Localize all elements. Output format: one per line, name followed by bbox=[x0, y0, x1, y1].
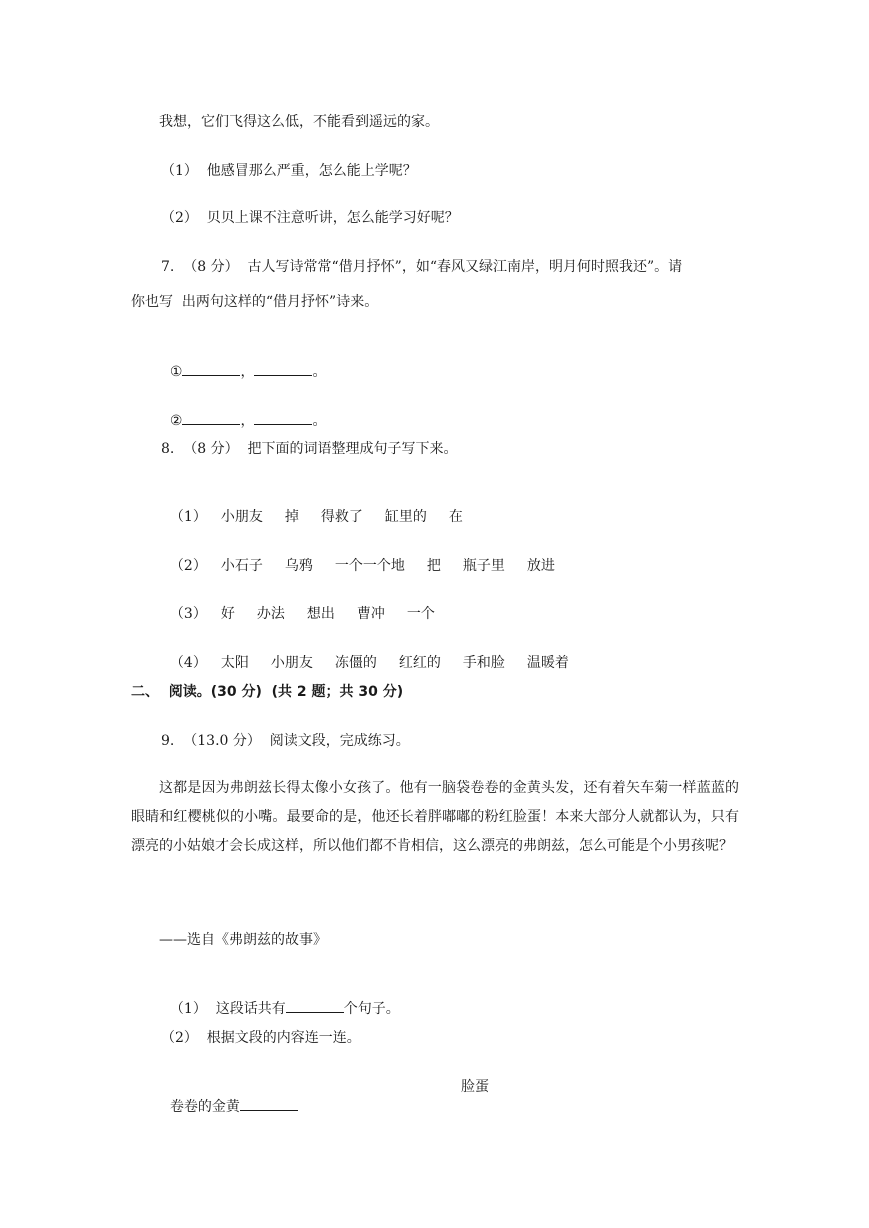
q9-sub-question-1 bbox=[161, 979, 400, 1019]
word: 瓶子里 bbox=[462, 558, 505, 574]
answer-1-marker: ① bbox=[169, 364, 183, 380]
q8-item-3 bbox=[161, 584, 457, 624]
q6-sentence-1: （1） 他感冒那么严重，怎么能上学呢？ bbox=[161, 163, 417, 179]
match-right-item: 脸蛋 bbox=[461, 1079, 489, 1095]
word: 小朋友 bbox=[220, 509, 263, 525]
word: 把 bbox=[426, 558, 441, 574]
q8-item-4 bbox=[161, 633, 591, 673]
word: 乌鸦 bbox=[284, 558, 313, 574]
item-number: （1） bbox=[169, 509, 207, 525]
q7-question-line-1: 7. （8 分） 古人写诗常常“借月抒怀”，如“春风又绿江南岸，明月何时照我还”。请 bbox=[161, 259, 683, 275]
item-number: （2） bbox=[169, 558, 207, 574]
word: 一个 bbox=[406, 606, 435, 622]
q8-title: 8. （8 分） 把下面的词语整理成句子写下来。 bbox=[161, 441, 458, 457]
word: 红红的 bbox=[398, 655, 441, 671]
word: 一个一个地 bbox=[334, 558, 405, 574]
word: 小朋友 bbox=[270, 655, 313, 671]
word: 掉 bbox=[284, 509, 299, 525]
q6-sentence-2: （2） 贝贝上课不注意听讲，怎么能学习好呢？ bbox=[161, 210, 459, 226]
q9-title: 9. （13.0 分） 阅读文段，完成练习。 bbox=[161, 733, 410, 749]
period: 。 bbox=[312, 413, 327, 429]
q7-answer-1 bbox=[161, 342, 326, 382]
word: 温暖着 bbox=[526, 655, 569, 671]
q9-passage: 这都是因为弗朗兹长得太像小女孩了。他有一脑袋卷卷的金黄头发，还有着矢车菊一样蓝蓝的眼睛和红樱桃似的小嘴。最要命的是，他还长着胖嘟嘟的粉红脸蛋！本来大部分人就都认为，只有漂亮的小姑娘才会长成这样，所以他们都不肯相信，这么漂亮的弗朗兹，怎么可能是个小男孩呢？ bbox=[131, 780, 739, 854]
item-number: （3） bbox=[169, 606, 207, 622]
section-2-heading: 二、 阅读。(30 分) (共 2 题；共 30 分) bbox=[131, 684, 404, 700]
word: 放进 bbox=[526, 558, 555, 574]
answer-blank[interactable] bbox=[182, 363, 240, 376]
word: 小石子 bbox=[220, 558, 263, 574]
word: 办法 bbox=[256, 606, 285, 622]
q9-source: ——选自《弗朗兹的故事》 bbox=[159, 932, 327, 948]
item-number: （4） bbox=[169, 655, 207, 671]
answer-blank[interactable] bbox=[254, 363, 312, 376]
q9-sub-question-2: （2） 根据文段的内容连一连。 bbox=[161, 1030, 361, 1046]
period: 。 bbox=[312, 364, 327, 380]
answer-2-marker: ② bbox=[169, 413, 183, 429]
word: 想出 bbox=[306, 606, 335, 622]
word: 手和脸 bbox=[462, 655, 505, 671]
q8-item-1 bbox=[161, 487, 485, 527]
q7-question-line-2: 你也写 出两句这样的“借月抒怀”诗来。 bbox=[131, 294, 379, 310]
answer-blank[interactable] bbox=[240, 1098, 298, 1111]
q7-answer-2 bbox=[161, 391, 326, 431]
comma: ， bbox=[240, 364, 255, 380]
word: 得救了 bbox=[320, 509, 363, 525]
answer-blank[interactable] bbox=[286, 1000, 344, 1013]
answer-blank[interactable] bbox=[182, 412, 240, 425]
word: 曹冲 bbox=[356, 606, 385, 622]
q8-item-2 bbox=[161, 536, 577, 576]
word: 太阳 bbox=[220, 655, 249, 671]
word: 好 bbox=[220, 606, 235, 622]
word: 缸里的 bbox=[384, 509, 427, 525]
match-left-text: 卷卷的金黄 bbox=[169, 1099, 240, 1115]
intro-line: 我想，它们飞得这么低，不能看到遥远的家。 bbox=[159, 114, 439, 130]
answer-blank[interactable] bbox=[254, 412, 312, 425]
word: 在 bbox=[448, 509, 463, 525]
comma: ， bbox=[240, 413, 255, 429]
word: 冻僵的 bbox=[334, 655, 377, 671]
match-left-item bbox=[161, 1077, 298, 1117]
sub-question-text: 个句子。 bbox=[343, 1001, 400, 1017]
sub-question-text: （1） 这段话共有 bbox=[169, 1001, 286, 1017]
